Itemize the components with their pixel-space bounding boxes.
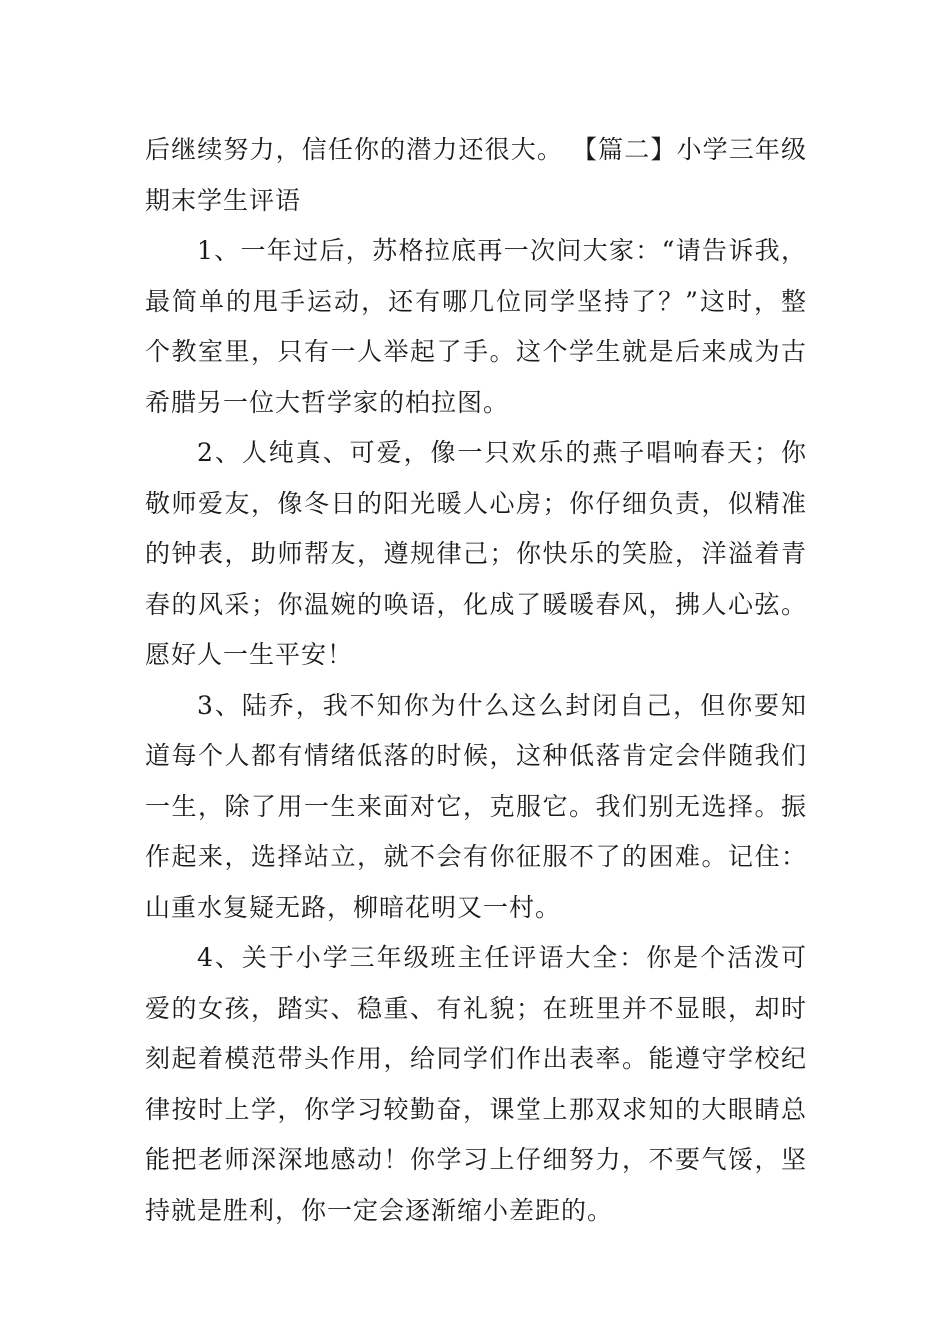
document-body [145, 125, 807, 1236]
paragraph-comment-3: 3、陆乔，我不知你为什么这么封闭自己，但你要知道每个人都有情绪低落的时候，这种低落肯定会伴随我们一生，除了用一生来面对它，克服它。我们别无选择。振作起来，选择站立，就不会有你征服不了的困难。记住：山重水复疑无路，柳暗花明又一村。 [145, 690, 807, 922]
paragraph-comment-4: 4、关于小学三年级班主任评语大全：你是个活泼可爱的女孩，踏实、稳重、有礼貌；在班里并不显眼，却时刻起着模范带头作用，给同学们作出表率。能遵守学校纪律按时上学，你学习较勤奋，课堂上那双求知的大眼睛总能把老师深深地感动！你学习上仔细努力，不要气馁，坚持就是胜利，你一定会逐渐缩小差距的。 [145, 943, 807, 1225]
paragraph-continuation: 后继续努力，信任你的潜力还很大。 【篇二】小学三年级期末学生评语 [145, 135, 807, 215]
paragraph-comment-2: 2、人纯真、可爱，像一只欢乐的燕子唱响春天；你敬师爱友，像冬日的阳光暖人心房；你仔细负责，似精准的钟表，助师帮友，遵规律己；你快乐的笑脸，洋溢着青春的风采；你温婉的唤语，化成了暖暖春风，拂人心弦。愿好人一生平安！ [145, 438, 807, 669]
paragraph-comment-1: 1、一年过后，苏格拉底再一次问大家：“请告诉我，最简单的甩手运动，还有哪几位同学坚持了？”这时，整个教室里，只有一人举起了手。这个学生就是后来成为古希腊另一位大哲学家的柏拉图。 [145, 236, 807, 417]
